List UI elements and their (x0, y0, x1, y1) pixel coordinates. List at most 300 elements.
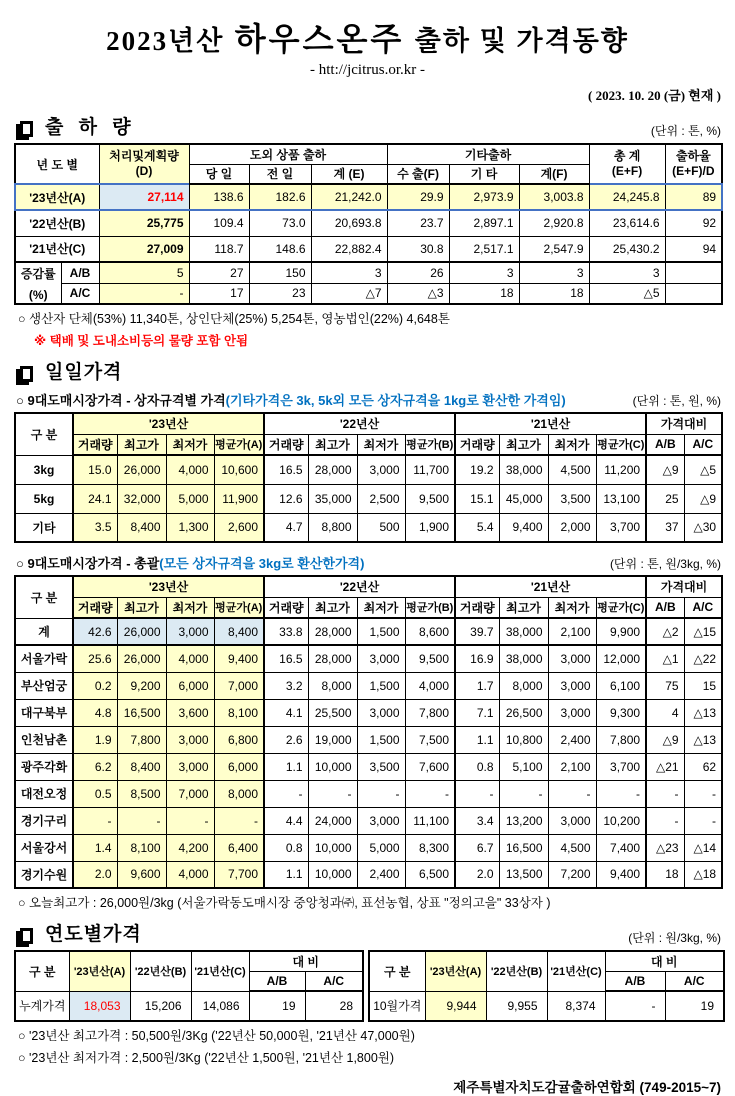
cell: 38,000 (499, 455, 548, 484)
header-year-2021: '21년산 (455, 413, 646, 434)
yearly-tables (14, 950, 721, 1022)
header-sub-sum-f: 계(F) (519, 164, 589, 184)
cell-cumulative-2022: 15,206 (130, 991, 191, 1021)
cell: 6,400 (214, 834, 264, 861)
cell: 8,500 (117, 780, 166, 807)
header-category: 구 분 (15, 576, 73, 618)
cell: 4.7 (264, 513, 308, 542)
cell: 8,300 (405, 834, 455, 861)
cell: 9,500 (405, 484, 455, 513)
section-square-icon (20, 366, 33, 382)
cell: 3,000 (548, 807, 596, 834)
cell: 32,000 (117, 484, 166, 513)
header-category: 구 분 (15, 413, 73, 455)
cell: △5 (684, 455, 722, 484)
cell: 7,500 (405, 726, 455, 753)
row-label: 광주각화 (15, 753, 73, 780)
table-row (15, 645, 722, 672)
cell: 9,400 (499, 513, 548, 542)
change-row-label: A/C (61, 283, 99, 304)
cell: 2,897.1 (449, 210, 519, 236)
cell-cumulative-2023: 18,053 (69, 991, 130, 1021)
row-label: 누계가격 (15, 991, 69, 1021)
row-label: '21년산(C) (15, 236, 99, 262)
cell: 37 (646, 513, 684, 542)
header-low: 최저가 (166, 597, 214, 618)
yearly-october-table (368, 950, 725, 1022)
cell: 1,500 (357, 726, 405, 753)
cell: 4.1 (264, 699, 308, 726)
cell: 109.4 (189, 210, 249, 236)
cell: 13,500 (499, 861, 548, 888)
cell: 3,003.8 (519, 184, 589, 210)
cell: 500 (357, 513, 405, 542)
cell: 11,900 (214, 484, 264, 513)
cell: 3,000 (357, 645, 405, 672)
cell: 15 (684, 672, 722, 699)
header-ac: A/C (305, 971, 363, 991)
row-label: 3kg (15, 455, 73, 484)
yearly-cumulative-table (14, 950, 364, 1022)
cell: 15.0 (73, 455, 117, 484)
cell: 3 (519, 262, 589, 283)
cell: 9,200 (117, 672, 166, 699)
row-label: 기타 (15, 513, 73, 542)
cell: 2,100 (548, 618, 596, 645)
cell: 35,000 (308, 484, 357, 513)
change-row-label: A/B (61, 262, 99, 283)
cell: 9,400 (596, 861, 646, 888)
header-year-2023: '23년산(A) (425, 951, 486, 991)
header-total (589, 144, 665, 184)
cell: 3 (311, 262, 387, 283)
cell: 138.6 (189, 184, 249, 210)
cell: △30 (684, 513, 722, 542)
row-label: 부산엄궁 (15, 672, 73, 699)
header-volume: 거래량 (455, 434, 499, 455)
cell: 27,114 (99, 184, 189, 210)
cell: 10,200 (596, 807, 646, 834)
cell: 19,000 (308, 726, 357, 753)
header-compare: 대 비 (249, 951, 363, 971)
cell: 10,600 (214, 455, 264, 484)
cell: 7,400 (596, 834, 646, 861)
header-avg-b: 평균가(B) (405, 434, 455, 455)
cell: - (99, 283, 189, 304)
cell: 3,000 (166, 753, 214, 780)
header-category: 구 분 (15, 951, 69, 991)
today-high-note: ○ 오늘최고가 : 26,000원/3kg (서울가락동도매시장 중앙청과㈜, 표선농협, 상표 "정의고을" 33상자 ) (18, 896, 551, 910)
cell: 2.0 (73, 861, 117, 888)
cell: 1.1 (455, 726, 499, 753)
source-url: - htt://jcitrus.or.kr - (310, 62, 425, 78)
cell: 1,300 (166, 513, 214, 542)
cell: 0.8 (455, 753, 499, 780)
cell: - (405, 780, 455, 807)
header-year-2023: '23년산 (73, 413, 264, 434)
row-label: '23년산(A) (15, 184, 99, 210)
header-ab: A/B (605, 971, 665, 991)
header-avg-c: 평균가(C) (596, 434, 646, 455)
cell: 4,000 (166, 455, 214, 484)
cell: 3,000 (548, 645, 596, 672)
title-product: 하우스온주 (234, 21, 405, 57)
cell: - (646, 780, 684, 807)
cell: 4,500 (548, 455, 596, 484)
cell-ab: - (605, 991, 665, 1021)
cell: 6,800 (214, 726, 264, 753)
cell: 13,100 (596, 484, 646, 513)
cell: 3,600 (166, 699, 214, 726)
yearly-high-note: ○ '23년산 최고가격 : 50,500원/3Kg ('22년산 50,000원, '21년산 47,000원) (18, 1029, 415, 1043)
cell: 1,500 (357, 618, 405, 645)
cell: 9,400 (214, 645, 264, 672)
cell: 10,000 (308, 861, 357, 888)
cell: 17 (189, 283, 249, 304)
cell: 16,500 (117, 699, 166, 726)
cell: △22 (684, 645, 722, 672)
cell: 3 (589, 262, 665, 283)
cell: 4.4 (264, 807, 308, 834)
header-year-2023: '23년산 (73, 576, 264, 597)
cell: 27,009 (99, 236, 189, 262)
table-row (15, 780, 722, 807)
header-ab: A/B (646, 597, 684, 618)
cell: 27 (189, 262, 249, 283)
cell: 4,000 (166, 645, 214, 672)
cell: 3,000 (166, 726, 214, 753)
cell: 3,700 (596, 513, 646, 542)
cell: 6,000 (166, 672, 214, 699)
cell: 23 (249, 283, 311, 304)
row-label: 경기구리 (15, 807, 73, 834)
cell: 38,000 (499, 645, 548, 672)
cell: 7.1 (455, 699, 499, 726)
cell: 5,100 (499, 753, 548, 780)
cell: - (684, 807, 722, 834)
cell: 9,900 (596, 618, 646, 645)
header-low: 최저가 (166, 434, 214, 455)
header-high: 최고가 (117, 597, 166, 618)
cell: 150 (249, 262, 311, 283)
row-label: 서울가락 (15, 645, 73, 672)
shipment-note: ○ 생산자 단체(53%) 11,340톤, 상인단체(25%) 5,254톤, 영농법인(22%) 4,648톤 (18, 312, 450, 326)
cell: 0.5 (73, 780, 117, 807)
change-label-top: 증감률 (20, 266, 56, 281)
unit-label: (단위 : 원/3kg, %) (628, 931, 721, 945)
cell: 8,100 (117, 834, 166, 861)
cell: 3,000 (166, 618, 214, 645)
cell: 7,000 (214, 672, 264, 699)
header-plan-line2: (D) (135, 164, 153, 178)
section-square-icon (20, 121, 33, 137)
header-total-line1: 총 계 (613, 149, 641, 163)
cell: 3,700 (596, 753, 646, 780)
table-row (15, 807, 722, 834)
cell: 8,800 (308, 513, 357, 542)
cell: 28,000 (308, 618, 357, 645)
cell-cumulative-2021: 14,086 (191, 991, 249, 1021)
cell: 89 (665, 184, 722, 210)
header-year-2021: '21년산 (455, 576, 646, 597)
cell-ab: 19 (249, 991, 305, 1021)
cell: △14 (684, 834, 722, 861)
cell: 148.6 (249, 236, 311, 262)
header-category: 구 분 (369, 951, 425, 991)
table-row (15, 861, 722, 888)
cell: 4,500 (548, 834, 596, 861)
cell-ac: 28 (305, 991, 363, 1021)
table-row (15, 726, 722, 753)
cell: 20,693.8 (311, 210, 387, 236)
cell: 18 (449, 283, 519, 304)
cell: 5.4 (455, 513, 499, 542)
cell: △9 (684, 484, 722, 513)
header-low: 최저가 (357, 434, 405, 455)
header-volume: 거래량 (455, 597, 499, 618)
header-high: 최고가 (499, 597, 548, 618)
cell: 0.8 (264, 834, 308, 861)
cell: 3.5 (73, 513, 117, 542)
cell: 45,000 (499, 484, 548, 513)
cell: - (73, 807, 117, 834)
header-high: 최고가 (117, 434, 166, 455)
cell: 8,400 (117, 513, 166, 542)
cell (665, 262, 722, 283)
cell: 1,500 (357, 672, 405, 699)
cell: 6.2 (73, 753, 117, 780)
cell: 21,242.0 (311, 184, 387, 210)
cell: 10,000 (308, 834, 357, 861)
header-low: 최저가 (548, 434, 596, 455)
cell: 8,600 (405, 618, 455, 645)
table-row (15, 455, 722, 484)
header-ac: A/C (665, 971, 724, 991)
cell-october-2023: 9,944 (425, 991, 486, 1021)
table-row (15, 262, 722, 283)
table-row (15, 184, 722, 210)
cell: △9 (646, 726, 684, 753)
header-low: 최저가 (357, 597, 405, 618)
cell: 8,000 (499, 672, 548, 699)
cell: 182.6 (249, 184, 311, 210)
header-ab: A/B (249, 971, 305, 991)
header-rate-line1: 출하율 (675, 149, 711, 163)
cell: △5 (589, 283, 665, 304)
cell: - (264, 780, 308, 807)
cell: 38,000 (499, 618, 548, 645)
header-avg-c: 평균가(C) (596, 597, 646, 618)
header-sub-etc: 기 타 (449, 164, 519, 184)
header-low: 최저가 (548, 597, 596, 618)
cell: △13 (684, 726, 722, 753)
cell: 2,000 (548, 513, 596, 542)
cell: 7,200 (548, 861, 596, 888)
header-year-2022: '22년산 (264, 576, 455, 597)
subtitle-text: ○ 9대도매시장가격 - 상자규격별 가격 (16, 393, 226, 408)
row-label: 서울강서 (15, 834, 73, 861)
cell: △7 (311, 283, 387, 304)
cell: - (499, 780, 548, 807)
cell: 26,000 (117, 645, 166, 672)
change-rate-label (15, 262, 61, 304)
cell: 4,000 (405, 672, 455, 699)
section-daily-heading (14, 357, 721, 384)
table-row (15, 484, 722, 513)
header-year-2023: '23년산(A) (69, 951, 130, 991)
header-sub-export: 수 출(F) (387, 164, 449, 184)
row-label: 계 (15, 618, 73, 645)
cell: 13,200 (499, 807, 548, 834)
cell: 3,000 (357, 455, 405, 484)
section-square-icon (20, 928, 33, 944)
page-title (14, 14, 721, 60)
cell: 9,600 (117, 861, 166, 888)
daily-box-price-table (14, 412, 723, 543)
cell: 5,000 (166, 484, 214, 513)
cell: 3.4 (455, 807, 499, 834)
subtitle-blue-text: (기타가격은 3k, 5k외 모든 상자규격을 1kg로 환산한 가격임) (225, 393, 566, 408)
cell: 25 (646, 484, 684, 513)
cell: 2,547.9 (519, 236, 589, 262)
cell: - (357, 780, 405, 807)
header-rate (665, 144, 722, 184)
section-title: 출 하 량 (45, 117, 136, 138)
row-label: 대구북부 (15, 699, 73, 726)
section-shipment-heading (14, 112, 721, 139)
cell: 6,500 (405, 861, 455, 888)
cell: 4,200 (166, 834, 214, 861)
header-volume: 거래량 (73, 434, 117, 455)
cell: 16.5 (264, 645, 308, 672)
cell: 24,000 (308, 807, 357, 834)
header-group-outbound: 도외 상품 출하 (189, 144, 387, 164)
cell: 92 (665, 210, 722, 236)
organization-footer: 제주특별자치도감귤출하연합회 (749-2015~7) (453, 1080, 721, 1095)
cell-ac: 19 (665, 991, 724, 1021)
header-year-2022: '22년산(B) (130, 951, 191, 991)
cell: 75 (646, 672, 684, 699)
unit-label: (단위 : 톤, 원/3kg, %) (609, 557, 721, 571)
cell: △15 (684, 618, 722, 645)
row-label: 인천남촌 (15, 726, 73, 753)
cell: 8,000 (214, 780, 264, 807)
cell: 2.0 (455, 861, 499, 888)
table-row (15, 699, 722, 726)
section-yearly-heading (14, 919, 721, 946)
header-volume: 거래량 (264, 597, 308, 618)
cell: 15.1 (455, 484, 499, 513)
cell: 6,100 (596, 672, 646, 699)
header-sub-prevday: 전 일 (249, 164, 311, 184)
cell: 2,400 (357, 861, 405, 888)
cell: 10,800 (499, 726, 548, 753)
cell: 3,000 (548, 672, 596, 699)
yearly-low-note: ○ '23년산 최저가격 : 2,500원/3Kg ('22년산 1,500원, '21년산 1,800원) (18, 1051, 395, 1065)
cell: - (548, 780, 596, 807)
cell: 23.7 (387, 210, 449, 236)
row-label: '22년산(B) (15, 210, 99, 236)
cell: 12.6 (264, 484, 308, 513)
unit-label: (단위 : 톤, %) (650, 124, 721, 138)
cell: △3 (387, 283, 449, 304)
cell: 26 (387, 262, 449, 283)
header-group-etc: 기타출하 (387, 144, 589, 164)
shipment-table (14, 143, 723, 305)
cell: 4.8 (73, 699, 117, 726)
table-row (15, 236, 722, 262)
header-ac: A/C (684, 597, 722, 618)
header-compare: 가격대비 (646, 413, 722, 434)
cell: 18 (519, 283, 589, 304)
cell: 94 (665, 236, 722, 262)
cell: 16,500 (499, 834, 548, 861)
cell: 4,000 (166, 861, 214, 888)
cell: 2,920.8 (519, 210, 589, 236)
header-year-2022: '22년산(B) (486, 951, 547, 991)
cell: 1.1 (264, 753, 308, 780)
table-row (15, 283, 722, 304)
header-high: 최고가 (308, 597, 357, 618)
cell: - (596, 780, 646, 807)
header-total-line2: (E+F) (611, 164, 643, 178)
cell: - (117, 807, 166, 834)
row-label: 5kg (15, 484, 73, 513)
cell: 3,000 (357, 807, 405, 834)
shipment-note-red: ※ 택배 및 도내소비등의 물량 포함 안됨 (34, 334, 249, 348)
cell: 24.1 (73, 484, 117, 513)
header-ac: A/C (684, 434, 722, 455)
cell: 18 (646, 861, 684, 888)
cell: 26,500 (499, 699, 548, 726)
cell: 6,000 (214, 753, 264, 780)
cell: 9,300 (596, 699, 646, 726)
cell-october-2022: 9,955 (486, 991, 547, 1021)
header-plan-line1: 처리및계획량 (109, 149, 179, 163)
cell: △13 (684, 699, 722, 726)
cell: 7,600 (405, 753, 455, 780)
cell: 8,400 (117, 753, 166, 780)
cell: - (308, 780, 357, 807)
header-volume: 거래량 (73, 597, 117, 618)
cell: 11,100 (405, 807, 455, 834)
daily-total-price-table (14, 575, 723, 889)
table-row (15, 991, 363, 1021)
report-date: ( 2023. 10. 20 (금) 현재 ) (588, 88, 721, 103)
cell: 3,000 (357, 699, 405, 726)
cell: 73.0 (249, 210, 311, 236)
table-row (15, 672, 722, 699)
header-high: 최고가 (308, 434, 357, 455)
cell: 11,700 (405, 455, 455, 484)
header-avg-a: 평균가(A) (214, 434, 264, 455)
section-title: 연도별가격 (45, 924, 142, 945)
header-year-col: 년 도 별 (15, 144, 99, 184)
cell: 2,500 (357, 484, 405, 513)
cell: 4 (646, 699, 684, 726)
header-plan (99, 144, 189, 184)
cell: 8,000 (308, 672, 357, 699)
cell: 23,614.6 (589, 210, 665, 236)
header-high: 최고가 (499, 434, 548, 455)
header-year-2022: '22년산 (264, 413, 455, 434)
header-ab: A/B (646, 434, 684, 455)
header-compare: 가격대비 (646, 576, 722, 597)
cell: 8,100 (214, 699, 264, 726)
cell: 19.2 (455, 455, 499, 484)
cell: 30.8 (387, 236, 449, 262)
cell: 5 (99, 262, 189, 283)
